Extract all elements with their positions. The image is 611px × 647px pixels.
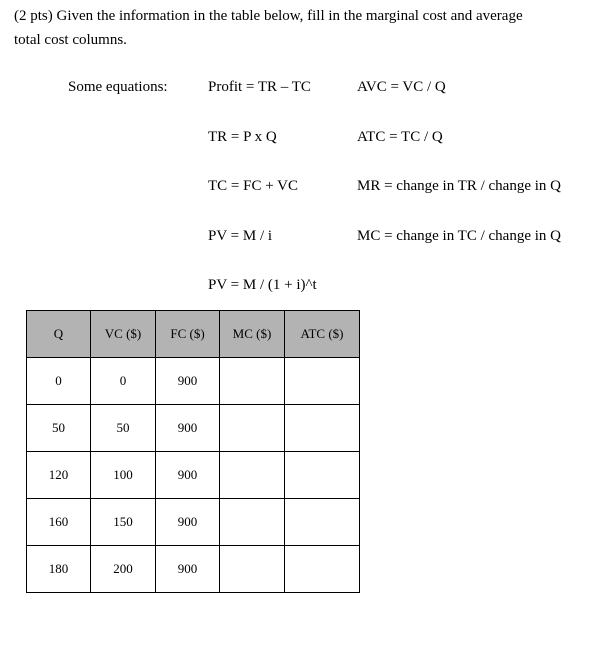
table-row <box>27 358 360 405</box>
cell-vc: 50 <box>91 405 156 452</box>
cell-q: 50 <box>27 405 91 452</box>
cell-atc[interactable] <box>285 499 360 546</box>
cell-fc: 900 <box>156 499 220 546</box>
cell-vc: 0 <box>91 358 156 405</box>
cell-fc: 900 <box>156 452 220 499</box>
equation: TC = FC + VC <box>208 178 298 194</box>
table-header-row <box>27 311 360 358</box>
equation: TR = P x Q <box>208 129 277 145</box>
cell-mc[interactable] <box>220 358 285 405</box>
equation: MR = change in TR / change in Q <box>357 178 561 194</box>
cell-q: 180 <box>27 546 91 593</box>
cell-atc[interactable] <box>285 546 360 593</box>
cell-q: 160 <box>27 499 91 546</box>
cell-fc: 900 <box>156 358 220 405</box>
cost-table <box>26 310 360 593</box>
cell-mc[interactable] <box>220 405 285 452</box>
header-atc: ATC ($) <box>285 311 360 358</box>
cell-fc: 900 <box>156 405 220 452</box>
cell-vc: 150 <box>91 499 156 546</box>
equation: ATC = TC / Q <box>357 129 443 145</box>
cell-mc[interactable] <box>220 499 285 546</box>
equation: Profit = TR – TC <box>208 79 311 95</box>
cell-mc[interactable] <box>220 546 285 593</box>
equations-label: Some equations: <box>68 79 168 95</box>
cell-atc[interactable] <box>285 452 360 499</box>
cell-atc[interactable] <box>285 358 360 405</box>
header-vc: VC ($) <box>91 311 156 358</box>
table-row <box>27 452 360 499</box>
cell-fc: 900 <box>156 546 220 593</box>
header-q: Q <box>27 311 91 358</box>
cell-q: 120 <box>27 452 91 499</box>
question-text: (2 pts) Given the information in the table below, fill in the marginal cost and average <box>14 8 523 24</box>
header-fc: FC ($) <box>156 311 220 358</box>
cell-atc[interactable] <box>285 405 360 452</box>
cell-q: 0 <box>27 358 91 405</box>
equation: PV = M / (1 + i)^t <box>208 277 317 293</box>
table-row <box>27 546 360 593</box>
cell-mc[interactable] <box>220 452 285 499</box>
table-row <box>27 499 360 546</box>
cell-vc: 100 <box>91 452 156 499</box>
cell-vc: 200 <box>91 546 156 593</box>
header-mc: MC ($) <box>220 311 285 358</box>
table-row <box>27 405 360 452</box>
equation: MC = change in TC / change in Q <box>357 228 561 244</box>
equation: AVC = VC / Q <box>357 79 446 95</box>
question-text-cont: total cost columns. <box>14 32 127 48</box>
equation: PV = M / i <box>208 228 273 244</box>
